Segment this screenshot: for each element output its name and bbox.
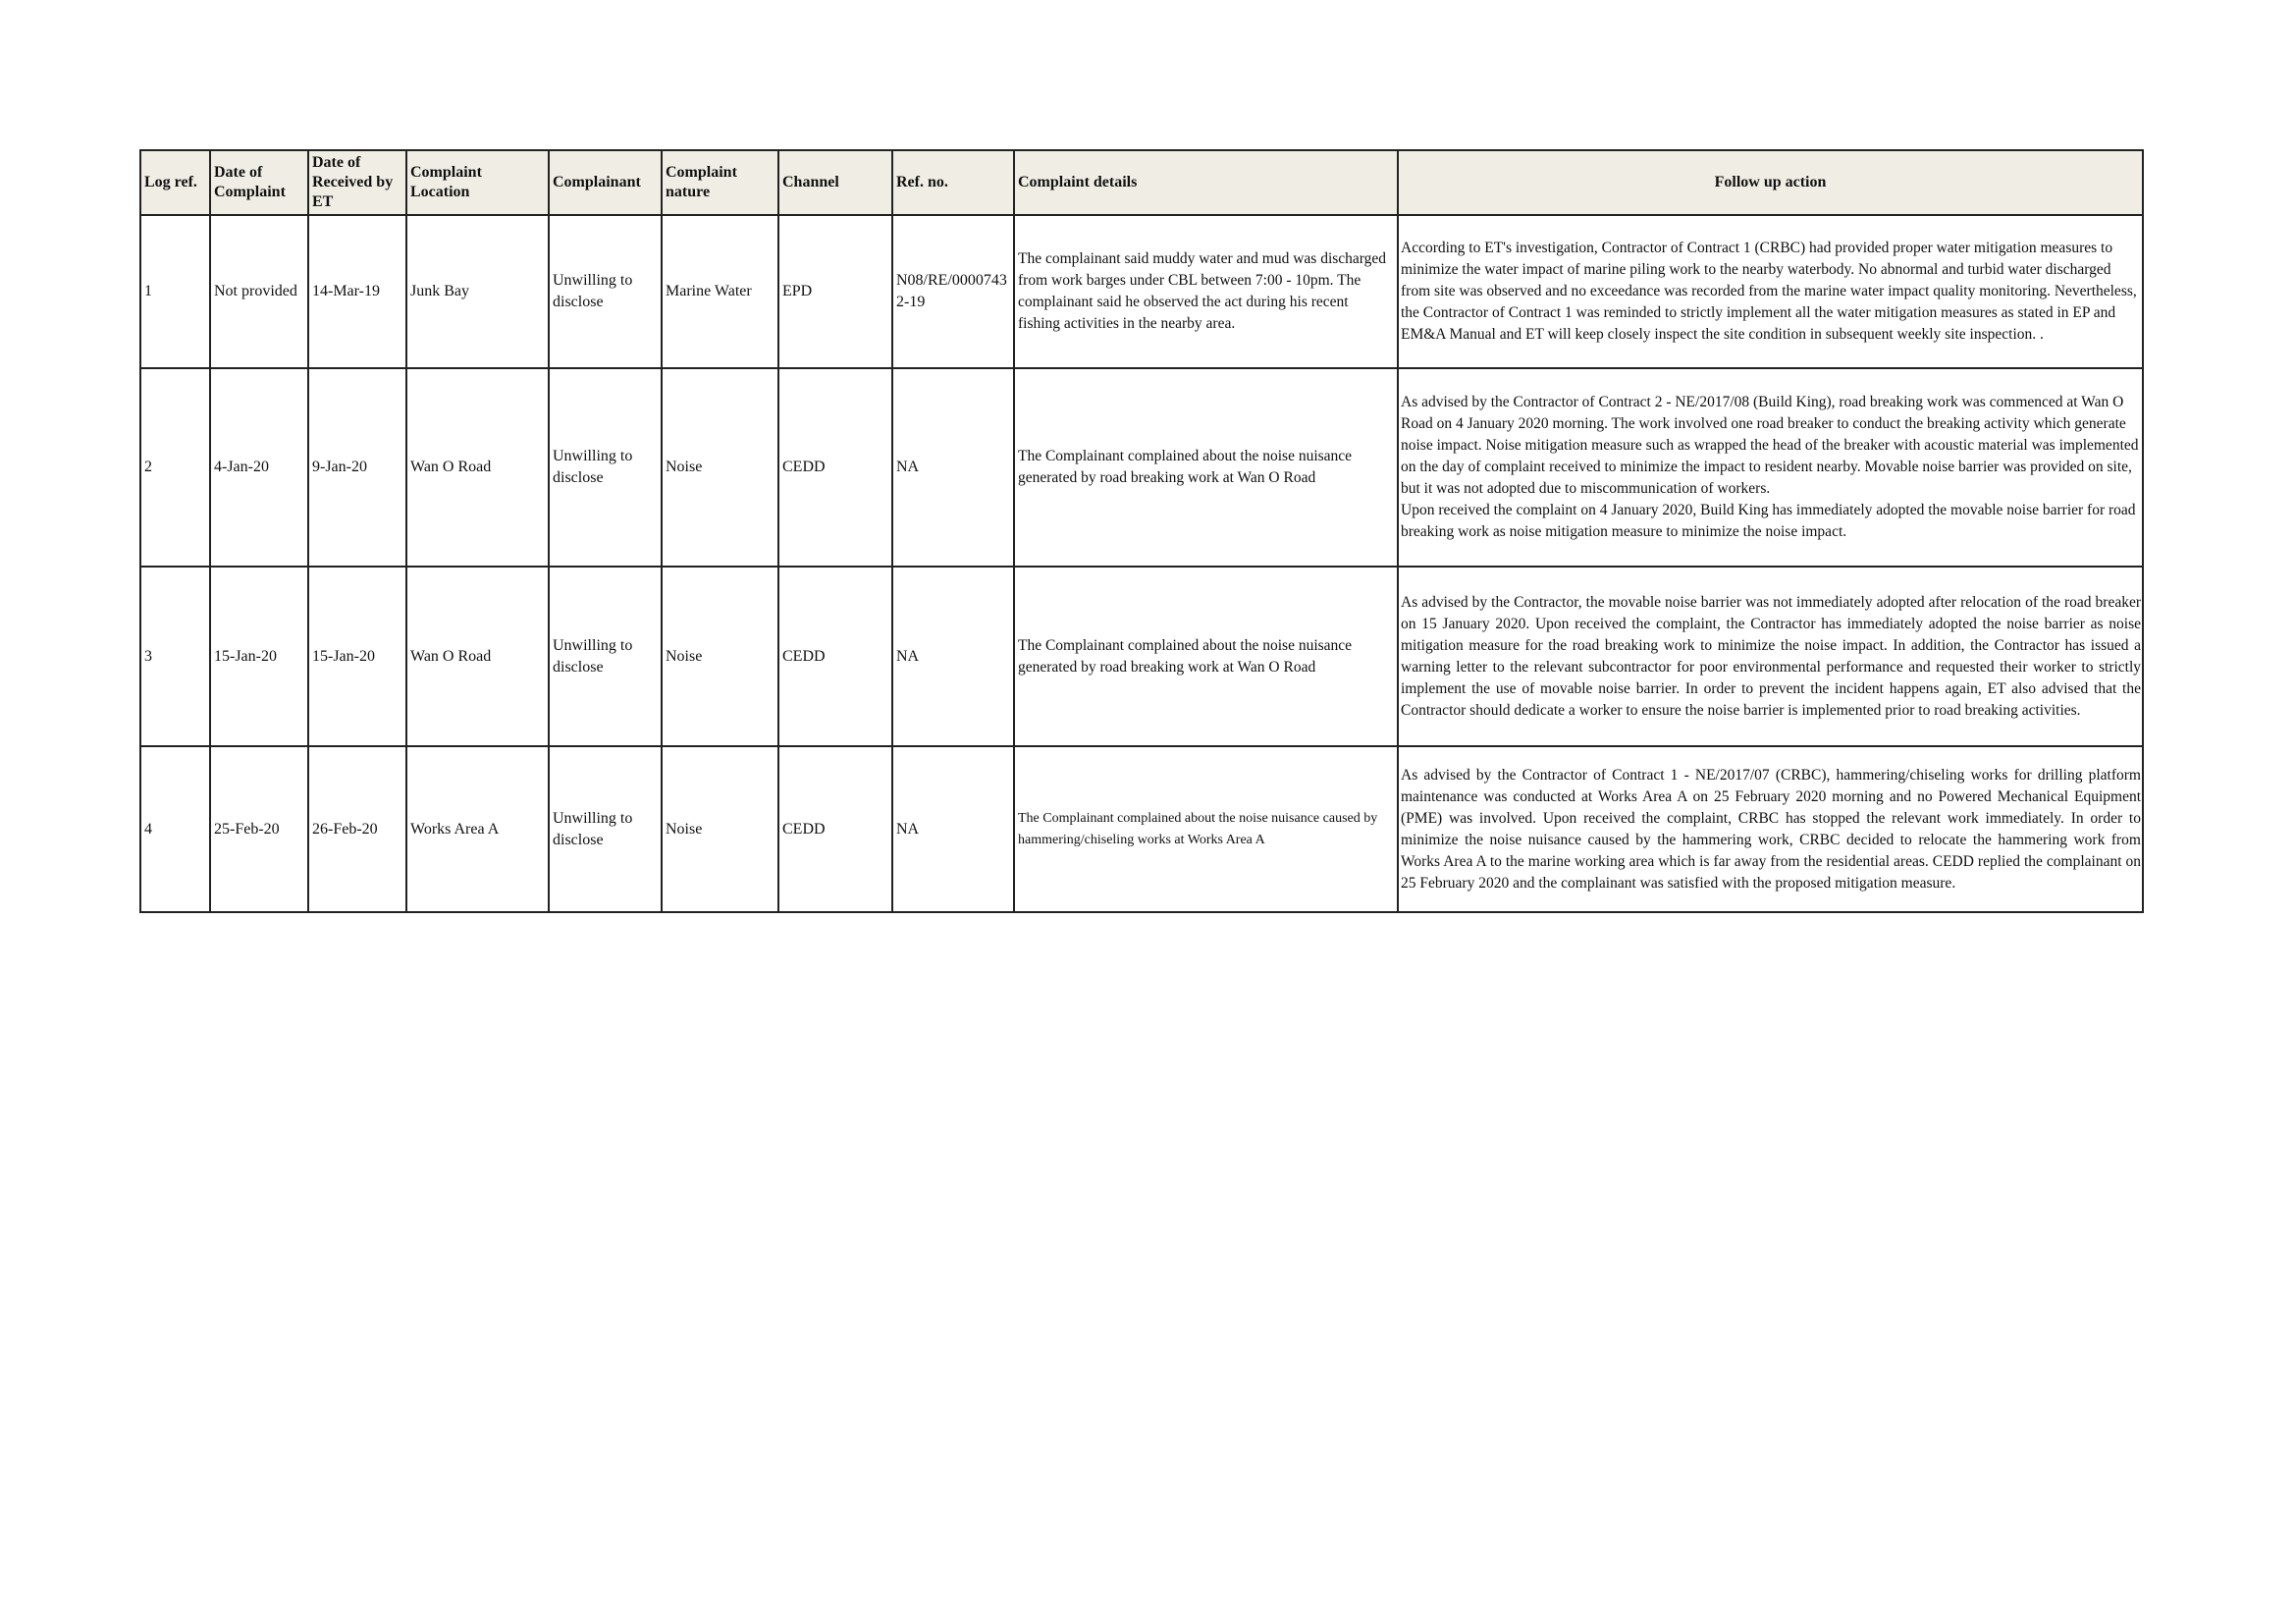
cell-log-ref: 4 bbox=[140, 746, 210, 912]
cell-date-of-complaint: 15-Jan-20 bbox=[210, 567, 308, 746]
cell-ref-no: NA bbox=[892, 368, 1014, 567]
header-complaint-location: Complaint Location bbox=[406, 150, 549, 215]
cell-channel: EPD bbox=[778, 215, 892, 368]
follow-up-paragraph: Upon received the complaint on 4 January 2020, Build King has immediately adopted the movable noise barrier for road breaking work as noise mitigation measure to minimize the noise impact. bbox=[1401, 502, 2136, 540]
cell-complainant: Unwilling to disclose bbox=[549, 746, 662, 912]
header-date-of-complaint: Date of Complaint bbox=[210, 150, 308, 215]
cell-follow-up-action: As advised by the Contractor of Contract 1 - NE/2017/07 (CRBC), hammering/chiseling works for drilling platform maintenance was conducted at Works Area A on 25 February 2020 morning and no Powered Mechanical Equipment (PME) was involved. Upon received the complaint, CRBC has stopped the relevant work immediately. In order to minimize the noise nuisance caused by the hammering work, CRBC decided to relocate the hammering work from Works Area A to the marine working area which is far away from the residential areas. CEDD replied the complainant on 25 February 2020 and the complainant was satisfied with the proposed mitigation measure. bbox=[1398, 746, 2143, 912]
cell-follow-up-action: As advised by the Contractor, the movable noise barrier was not immediately adopted after relocation of the road breaker on 15 January 2020. Upon received the complaint, the Contractor has immediately adopted the noise barrier as noise mitigation measure for the road breaking work to minimize the noise impact. In addition, the Contractor has issued a warning letter to the relevant subcontractor for poor environmental performance and requested their worker to strictly implement the use of movable noise barrier. In order to prevent the incident happens again, ET also advised that the Contractor should dedicate a worker to ensure the noise barrier is implemented prior to road breaking activities. bbox=[1398, 567, 2143, 746]
complaint-log-table bbox=[139, 149, 2144, 913]
follow-up-paragraph: As advised by the Contractor of Contract 2 - NE/2017/08 (Build King), road breaking work was commenced at Wan O Road on 4 January 2020 morning. The work involved one road breaker to conduct the breaking activity which generate noise impact. Noise mitigation measure such as wrapped the head of the breaker with acoustic material was implemented on the day of complaint received to minimize the impact to resident nearby. Movable noise barrier was provided on site, but it was not adopted due to miscommunication of workers. bbox=[1401, 394, 2139, 497]
cell-follow-up-action bbox=[1398, 368, 2143, 567]
header-row bbox=[140, 150, 2143, 215]
cell-complainant: Unwilling to disclose bbox=[549, 215, 662, 368]
header-complaint-nature: Complaint nature bbox=[662, 150, 778, 215]
table-row bbox=[140, 567, 2143, 746]
cell-date-of-complaint: 25-Feb-20 bbox=[210, 746, 308, 912]
cell-date-received: 14-Mar-19 bbox=[308, 215, 406, 368]
cell-location: Wan O Road bbox=[406, 368, 549, 567]
table-row bbox=[140, 368, 2143, 567]
cell-ref-no: NA bbox=[892, 746, 1014, 912]
cell-date-of-complaint: 4-Jan-20 bbox=[210, 368, 308, 567]
cell-location: Junk Bay bbox=[406, 215, 549, 368]
header-follow-up-action: Follow up action bbox=[1398, 150, 2143, 215]
cell-complaint-details: The Complainant complained about the noise nuisance caused by hammering/chiseling works at Works Area A bbox=[1014, 746, 1398, 912]
cell-location: Works Area A bbox=[406, 746, 549, 912]
header-channel: Channel bbox=[778, 150, 892, 215]
cell-log-ref: 3 bbox=[140, 567, 210, 746]
cell-ref-no: N08/RE/00007432-19 bbox=[892, 215, 1014, 368]
header-date-received: Date of Received by ET bbox=[308, 150, 406, 215]
cell-channel: CEDD bbox=[778, 746, 892, 912]
header-complaint-details: Complaint details bbox=[1014, 150, 1398, 215]
table-row bbox=[140, 215, 2143, 368]
cell-complaint-details: The Complainant complained about the noise nuisance generated by road breaking work at Wan O Road bbox=[1014, 567, 1398, 746]
table-row bbox=[140, 746, 2143, 912]
cell-date-of-complaint: Not provided bbox=[210, 215, 308, 368]
cell-date-received: 26-Feb-20 bbox=[308, 746, 406, 912]
cell-log-ref: 2 bbox=[140, 368, 210, 567]
cell-complaint-details: The complainant said muddy water and mud was discharged from work barges under CBL between 7:00 - 10pm. The complainant said he observed the act during his recent fishing activities in the nearby area. bbox=[1014, 215, 1398, 368]
header-log-ref: Log ref. bbox=[140, 150, 210, 215]
cell-complainant: Unwilling to disclose bbox=[549, 567, 662, 746]
cell-nature: Noise bbox=[662, 567, 778, 746]
cell-follow-up-action: According to ET's investigation, Contractor of Contract 1 (CRBC) had provided proper water mitigation measures to minimize the water impact of marine piling work to the nearby waterbody. No abnormal and turbid water discharged from site was observed and no exceedance was recorded from the marine water impact quality monitoring. Nevertheless, the Contractor of Contract 1 was reminded to strictly implement all the water mitigation measures as stated in EP and EM&A Manual and ET will keep closely inspect the site condition in subsequent weekly site inspection. . bbox=[1398, 215, 2143, 368]
cell-channel: CEDD bbox=[778, 567, 892, 746]
header-complainant: Complainant bbox=[549, 150, 662, 215]
cell-date-received: 15-Jan-20 bbox=[308, 567, 406, 746]
cell-complaint-details: The Complainant complained about the noise nuisance generated by road breaking work at Wan O Road bbox=[1014, 368, 1398, 567]
cell-complainant: Unwilling to disclose bbox=[549, 368, 662, 567]
cell-nature: Marine Water bbox=[662, 215, 778, 368]
cell-ref-no: NA bbox=[892, 567, 1014, 746]
cell-nature: Noise bbox=[662, 368, 778, 567]
cell-date-received: 9-Jan-20 bbox=[308, 368, 406, 567]
cell-log-ref: 1 bbox=[140, 215, 210, 368]
cell-channel: CEDD bbox=[778, 368, 892, 567]
cell-location: Wan O Road bbox=[406, 567, 549, 746]
header-ref-no: Ref. no. bbox=[892, 150, 1014, 215]
cell-nature: Noise bbox=[662, 746, 778, 912]
